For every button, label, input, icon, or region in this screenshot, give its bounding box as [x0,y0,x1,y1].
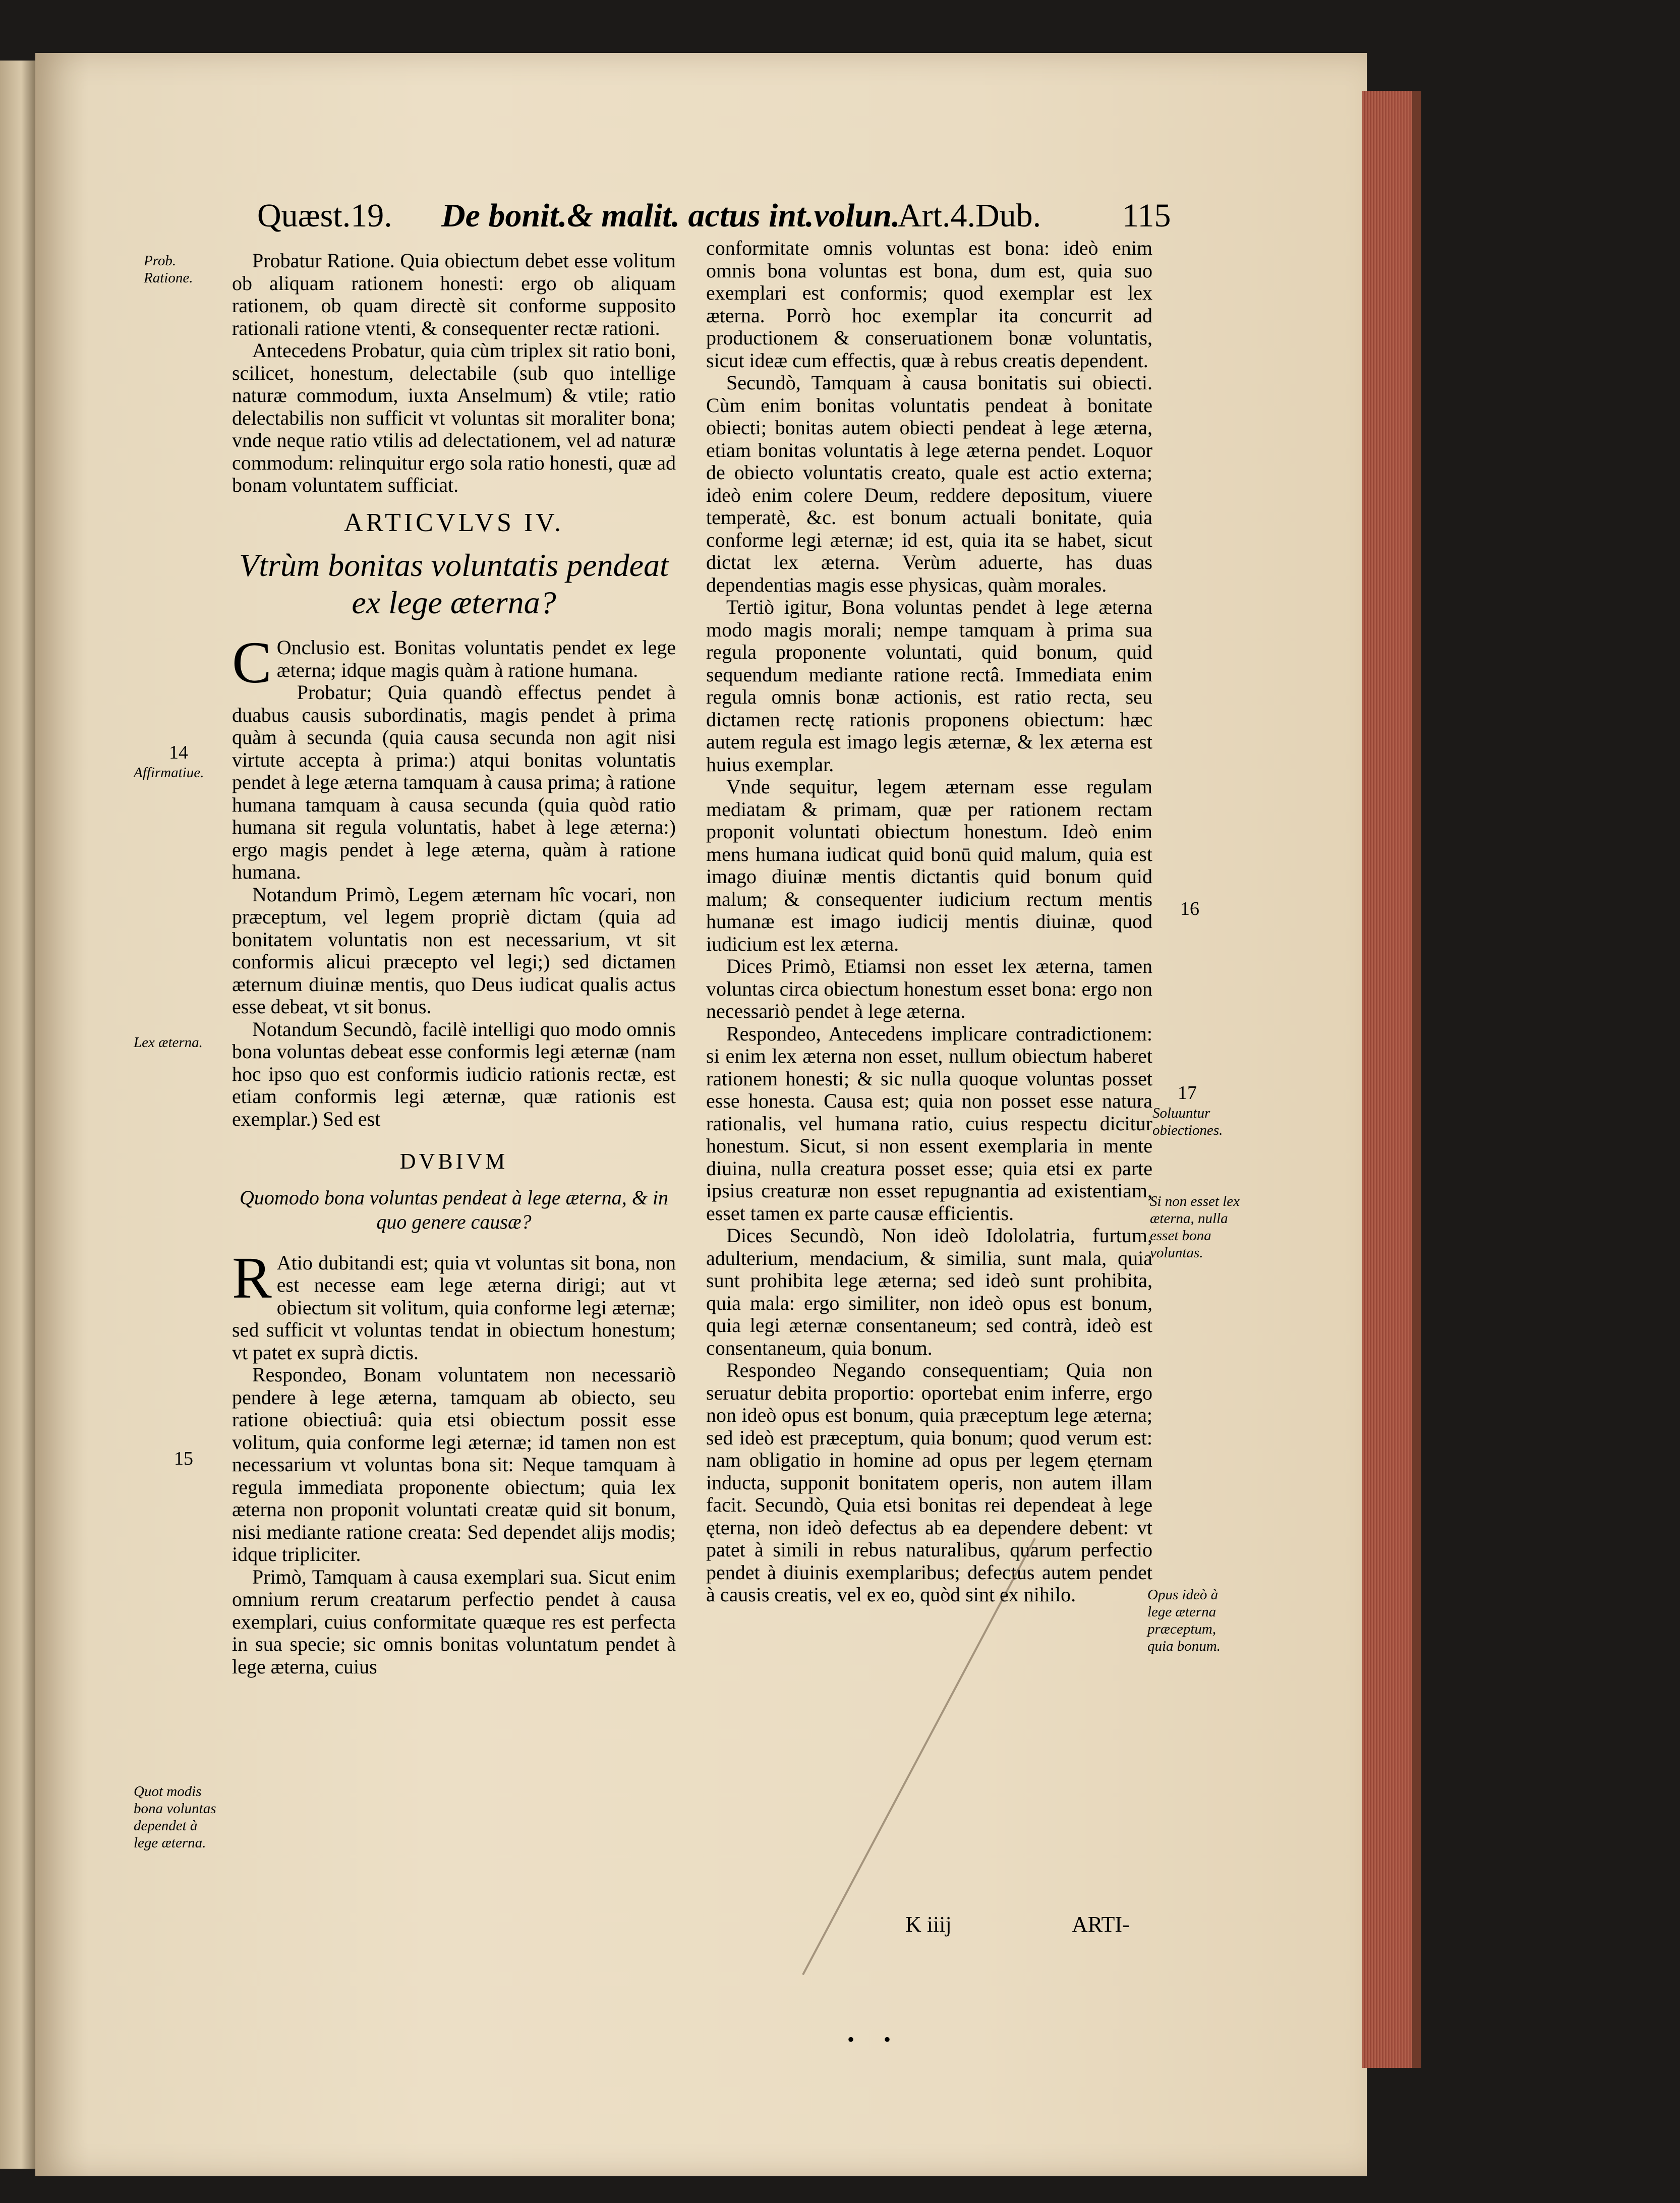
paragraph: Primò, Tamquam à causa exemplari sua. Sicut enim omnium rerum creatarum perfectio pendet à causa exemplari, cuius conformitate quæque res est perfecta in sua specie; sic omnis bonitas voluntatum pendet à lege æterna, cuius [232,1565,676,1678]
header-title: De bonit.& malit. actus int.volun. [441,197,900,234]
margin-number-17: 17 [1178,1082,1197,1104]
margin-note-soluuntur: Soluuntur obiectiones. [1152,1105,1223,1138]
paragraph: Probatur; Quia quandò effectus pendet à duabus causis subordinatis, magis pendet à prima quàm à secunda (quia causa secunda non agit nisi virtute accepta à prima:) atqui bonitas voluntatis pendet à lege æterna tamquam à causa prima; à ratione humana tamquam à causa secunda (quia quòd ratio humana sit regula voluntatis, habet à lege æterna:) ergo magis pendet à lege æterna, quàm à ratione humana. [232,681,676,883]
paragraph: Tertiò igitur, Bona voluntas pendet à lege æterna modo magis morali; nempe tamquam à prima sua regula proponente voluntati, quid bonum, quid sequendum mediante ratione rectâ. Immediata enim regula omnis bonæ actionis, est ratio recta, seu dictamen rectę rationis proponens obiectum: hæc autem regula est imago legis æternæ, & lex æterna est huius exemplar. [706,596,1152,776]
signature-mark: K iiij [905,1912,952,1937]
ornament-dots: • • [847,2028,903,2051]
margin-number-15: 15 [174,1448,193,1469]
paragraph: conformitate omnis voluntas est bona: ideò enim omnis bona voluntas est bona, dum est, quia suo exemplari est conformis; quod exemplar est lex æterna. Porrò hoc exemplar ita concurrit ad productionem & conseruationem bonæ voluntatis, sicut ideæ cum effectis, quæ à rebus creatis dependent. [706,237,1152,372]
margin-note-lex: Lex æterna. [134,1034,203,1051]
margin-number-14: 14 [169,742,188,763]
drop-cap: C [232,629,272,695]
page-number: 115 [1122,197,1171,234]
paragraph: Antecedens Probatur, quia cùm triplex sit ratio boni, scilicet, honestum, delectabile (sub quo intellige naturæ commodum, iuxta Anselmum) & vtile; ratio delectabilis non sufficit vt voluntas sit moraliter bona; vnde neque ratio vtilis ad delectationem, vel ad naturæ commodum: relinquitur ergo sola ratio honesti, quæ ad bonam voluntatem sufficiat. [232,339,676,496]
paragraph: Respondeo, Antecedens implicare contradictionem: si enim lex æterna non esset, nullum obiectum haberet rationem honesti; & sic nulla quoque voluntas posset esse honesta. Causa est; quia non posset esse natura rationalis, vel humana ratio, cuius respectu dicitur honestum. Sicut, si non essent exemplaria in mente diuina, nulla creatura posset esse; quia etsi ex parte ipsius creaturæ non esset repugnantia ad existentiam, esset tamen ex parte causæ efficientis. [706,1022,1152,1225]
right-column [706,237,1152,1606]
dubium-title: Quomodo bona voluntas pendeat à lege æterna, & in quo genere causæ? [240,1186,668,1233]
paragraph: Vnde sequitur, legem æternam esse regulam mediatam & primam, quæ per rationem rectam proponit voluntati obiectum honestum. Ideò enim mens humana iudicat quid bonū quid malum, quia est imago diuinæ mentis dictantis quid bonum quid malum; & consequenter iudicium rectum mentis humanæ est imago iudicij mentis diuinæ, quod iudicium est lex æterna. [706,775,1152,955]
previous-page-edge [0,61,35,2169]
margin-note-affirm: Affirmatiue. [134,765,204,781]
dubium-heading: DVBIVM [399,1149,508,1174]
paragraph: Dices Primò, Etiamsi non esset lex æterna, tamen voluntas circa obiectum honestum esset bona: ergo non necessariò pendet à lege æterna. [706,955,1152,1022]
margin-note-prob: Prob. Ratione. [144,253,193,286]
header-article: Art.4.Dub. [898,197,1041,234]
margin-note-opus: Opus ideò à lege æterna præceptum, quia bonum. [1147,1587,1221,1654]
paragraph: Secundò, Tamquam à causa bonitatis sui obiecti. Cùm enim bonitas voluntatis pendeat à bonitate obiecti; bonitas autem obiecti pendeat à lege æterna, etiam bonitas voluntatis à lege æterna pendet. Loquor de obiecto voluntatis creato, quale est actio externa; ideò enim colere Deum, reddere depositum, viuere temperatè, &c. est bonum actuali bonitate, quia conforme legi æternæ; id est, quia ita se habet, sicut dictat lex æterna. Verùm aduerte, has duas dependentias magis esse physicas, quàm morales. [706,371,1152,596]
red-page-edges [1362,91,1421,2068]
margin-number-16: 16 [1180,898,1199,919]
paragraph: Dices Secundò, Non ideò Idololatria, furtum, adulterium, mendacium, & similia, sunt mala, quia sunt prohibita lege æterna; sed ideò sunt prohibita, quia mala: ergo similiter, non ideò opus est bonum, quia legi æternæ consentaneum; sed contrà, ideò est consentaneum, quia bonum. [706,1224,1152,1359]
article-heading: ARTICVLVS IV. [343,508,564,537]
left-column [232,250,676,1678]
paragraph: Notandum Primò, Legem æternam hîc vocari, non præceptum, vel legem propriè dictam (quia ad bonitatem voluntatis non est necessarium, vt sit conformis alicui præcepto vel legi;) sed dictamen æternum diuinæ mentis, quo Deus iudicat qualis actus esse debeat, vt sit bonus. [232,883,676,1018]
paragraph: Respondeo Negando consequentiam; Quia non seruatur debita proportio: oportebat enim inferre, ergo non ideò opus est bonum, quia præceptum lege æterna; sed ideò est præceptum, quia bonum; quod verum est: nam obligatio in homine ad opus per legem ęternam inducta, supponit bonitatem operis, non autem illam facit. Secundò, Quia etsi bonitas rei dependeat à lege ęterna, non ideò defectus ab ea dependere debent: vt patet à simili in rebus naturalibus, quarum perfectio pendet à diuinis exemplaribus; defectus autem pendet à causis creatis, vel ex eo, quòd sint ex nihilo. [706,1359,1152,1606]
margin-note-sinon: Si non esset lex æterna, nulla esset bona voluntas. [1150,1193,1240,1261]
catchword: ARTI- [1072,1912,1130,1937]
article-title: Vtrùm bonitas voluntatis pendeat ex lege æterna? [239,547,669,620]
paragraph: Probatur Ratione. Quia obiectum debet esse volitum ob aliquam rationem honesti: ergo ob aliquam rationem, ob quam directè sit conforme supposito rationali ratione vtenti, & consequenter rectæ rationi. [232,249,676,339]
paragraph: Respondeo, Bonam voluntatem non necessariò pendere à lege æterna, tamquam ab obiecto, seu ratione obiectiuâ: quia etsi obiectum possit esse volitum, quia conforme legi æternæ; id tamen non est necessarium vt voluntas bona sit: Neque tamquam à regula immediata proponente obiectum; quia lex æterna non proponit voluntati creatæ quid sit bonum, nisi mediante ratione creata: Sed dependet alijs modis; idque tripliciter. [232,1363,676,1566]
paragraph-ratio: R Atio dubitandi est; quia vt voluntas sit bona, non est necesse eam lege æterna dirigi; aut vt obiectum sit volitum, quia conforme legi æternæ; sed sufficit vt voluntas tendat in obiectum honestum; vt patet ex suprà dictis. [232,1244,676,1364]
margin-note-quot: Quot modis bona voluntas dependet à lege æterna. [134,1783,216,1851]
paragraph: Notandum Secundò, facilè intelligi quo modo omnis bona voluntas debeat esse conformis legi æternæ (nam hoc ipso quo est conformis iudicio rationis rectæ, est etiam conformis legi æternæ, quæ rationis est exemplar.) Sed est [232,1017,676,1130]
header-question: Quæst.19. [257,197,392,234]
drop-cap: R [232,1244,272,1311]
paragraph-conclusio: C Onclusio est. Bonitas voluntatis pendet ex lege æterna; idque magis quàm à ratione humana. [232,629,676,695]
